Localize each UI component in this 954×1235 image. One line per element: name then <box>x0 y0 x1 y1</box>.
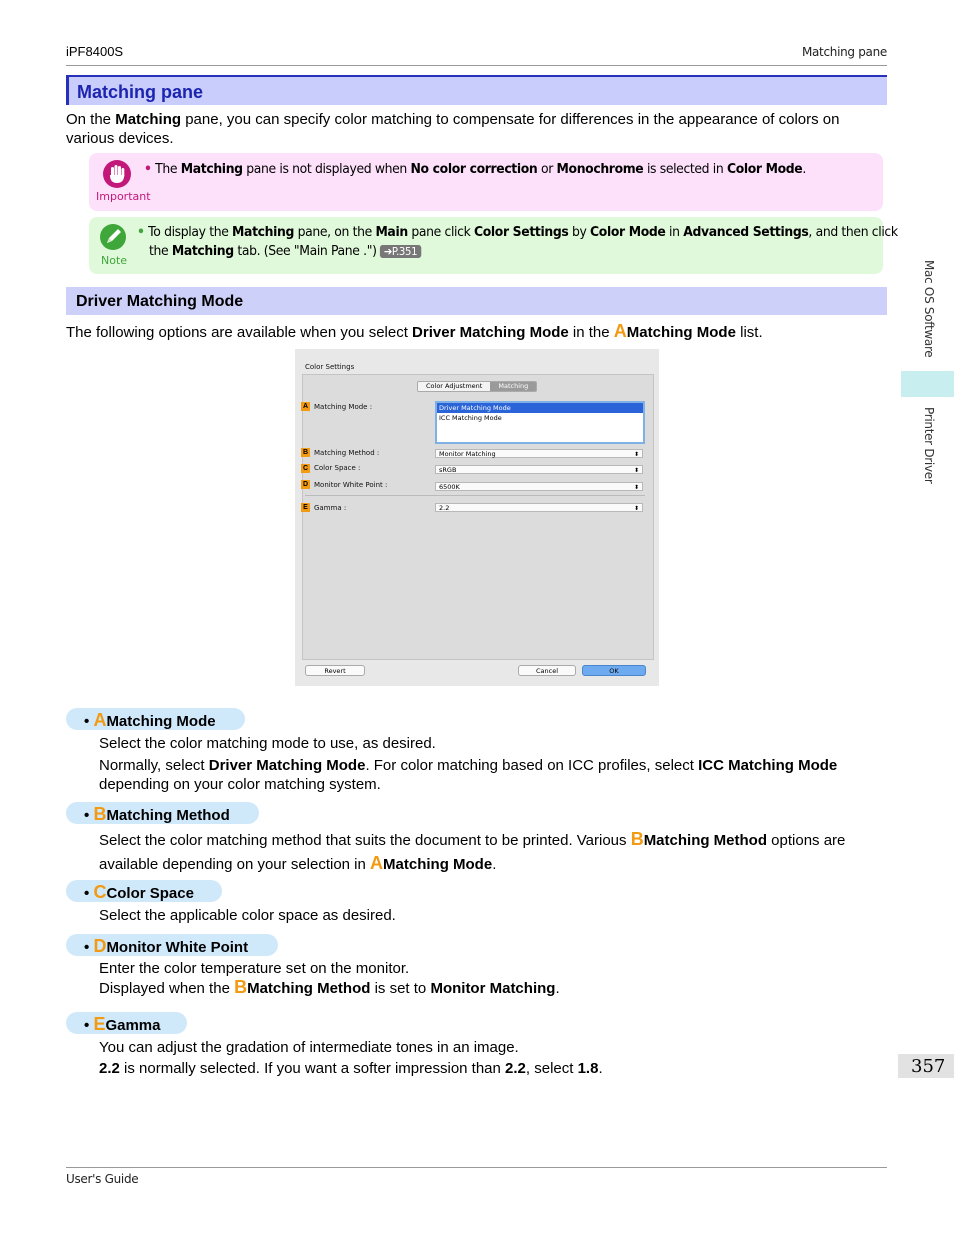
ok-button[interactable]: OK <box>582 665 646 676</box>
item-a-desc2 <box>99 756 889 794</box>
item-title: Monitor White Point <box>106 939 249 956</box>
text-run: . For color matching based on ICC profiles, select <box>365 757 699 774</box>
color-space-select[interactable] <box>435 465 643 474</box>
letter-marker: D <box>93 936 107 956</box>
side-tab-printer-driver: Printer Driver <box>922 407 936 484</box>
white-point-select[interactable] <box>435 482 643 491</box>
list-item[interactable]: ICC Matching Mode <box>439 414 502 422</box>
bold-run: Driver Matching Mode <box>412 324 569 341</box>
note-text-run: the <box>148 243 172 259</box>
gamma-select[interactable] <box>435 503 643 512</box>
subsection-heading <box>66 287 887 315</box>
bold-run: Matching Mode <box>626 324 736 341</box>
side-tab-indicator <box>901 371 954 397</box>
pencil-note-icon <box>99 223 127 251</box>
note-bold: Color Mode <box>590 224 666 240</box>
important-text <box>144 160 806 179</box>
gamma-label: Gamma : <box>314 504 347 512</box>
item-title: Matching Mode <box>106 713 216 730</box>
item-heading-c <box>66 880 222 902</box>
footer-rule <box>66 1167 887 1168</box>
letter-marker: B <box>93 804 107 824</box>
important-box <box>89 153 883 211</box>
tab-color-adjustment[interactable]: Color Adjustment <box>418 382 490 391</box>
color-settings-dialog <box>295 349 659 686</box>
note-text-run: pane click <box>407 224 475 240</box>
text-run: depending on your color matching system. <box>99 776 381 793</box>
marker-c: C <box>302 465 309 472</box>
important-bold: No color correction <box>410 161 538 177</box>
note-bold: Matching <box>232 224 294 240</box>
bold-run: Matching Method <box>247 980 371 997</box>
footer-text: User's Guide <box>66 1172 139 1186</box>
text-run: The following options are available when you select <box>66 324 413 341</box>
subsection-title: Driver Matching Mode <box>76 293 244 310</box>
marker-b: B <box>302 449 309 456</box>
chevron-updown-icon: ⬍ <box>633 451 639 458</box>
important-text-run: pane is not displayed when <box>242 161 411 177</box>
header-rule <box>66 65 887 66</box>
tab-matching[interactable]: Matching <box>490 382 536 391</box>
page-title: Matching pane <box>77 82 204 102</box>
matching-method-select[interactable] <box>435 449 643 458</box>
important-label: Important <box>96 190 151 203</box>
text-run: Displayed when the <box>99 980 235 997</box>
item-title: Matching Method <box>106 807 230 824</box>
text-run: in the <box>568 324 614 341</box>
bold-run: 2.2 <box>505 1060 526 1077</box>
bold-run: 2.2 <box>99 1060 120 1077</box>
item-heading-a <box>66 708 245 730</box>
important-bold: Matching <box>180 161 243 177</box>
intro-paragraph <box>66 110 887 148</box>
note-bold: Matching <box>171 243 234 259</box>
bold-run: 1.8 <box>577 1060 599 1077</box>
item-heading-d <box>66 934 278 956</box>
select-value: sRGB <box>439 466 457 474</box>
matching-mode-label: Matching Mode : <box>314 403 373 411</box>
select-value: Monitor Matching <box>439 450 496 458</box>
note-text-run: To display the <box>148 224 233 240</box>
matching-mode-list[interactable] <box>435 401 645 444</box>
text-run: is normally selected. If you want a softer impression than <box>119 1060 506 1077</box>
bullet: • <box>137 224 145 240</box>
item-d-desc2 <box>99 976 560 1000</box>
text-run: , select <box>525 1060 578 1077</box>
bold-run: Monitor Matching <box>430 980 556 997</box>
text-run: . <box>492 856 497 873</box>
bullet: • <box>84 939 90 956</box>
page-number-badge <box>898 1054 954 1078</box>
item-d-desc: Enter the color temperature set on the monitor. <box>99 960 410 977</box>
bullet: • <box>84 885 90 902</box>
text-run: options are <box>767 832 846 849</box>
item-c-desc: Select the applicable color space as desired. <box>99 907 396 924</box>
bold-run: ICC Matching Mode <box>698 757 838 774</box>
letter-marker: B <box>234 977 248 997</box>
note-bold: Advanced Settings <box>683 224 809 240</box>
side-tab-mac-os-software: Mac OS Software <box>922 260 936 358</box>
note-text-run: by <box>568 224 591 240</box>
text-run: . <box>555 980 560 997</box>
intro-text: On the <box>66 111 116 128</box>
item-title: Gamma <box>105 1017 161 1034</box>
chevron-updown-icon: ⬍ <box>633 484 639 491</box>
chevron-updown-icon: ⬍ <box>633 467 639 474</box>
intro-bold: Matching <box>115 111 182 128</box>
note-text-run: in <box>665 224 684 240</box>
hand-stop-icon <box>102 159 132 189</box>
item-title: Color Space <box>106 885 194 902</box>
chevron-updown-icon: ⬍ <box>633 505 639 512</box>
note-text-run: , and then click <box>808 224 898 240</box>
important-text-run: . <box>802 161 806 177</box>
important-text-run: or <box>537 161 557 177</box>
select-value: 2.2 <box>439 504 450 512</box>
header-section: Matching pane <box>801 45 887 59</box>
item-a-desc: Select the color matching mode to use, as desired. <box>99 735 436 752</box>
important-text-run: is selected in <box>643 161 727 177</box>
intro-text: pane, you can specify color matching to compensate for differences in the appearance of colors on <box>181 111 840 128</box>
letter-marker: A <box>613 321 627 341</box>
letter-marker: A <box>93 710 107 730</box>
bullet: • <box>84 807 90 824</box>
section-heading <box>66 75 887 105</box>
note-box <box>89 217 898 274</box>
marker-d: D <box>302 481 309 488</box>
note-text-run: pane, on the <box>293 224 376 240</box>
dialog-title: Color Settings <box>305 363 355 371</box>
letter-marker: A <box>370 853 384 873</box>
color-space-label: Color Space : <box>314 464 361 472</box>
list-item[interactable]: Driver Matching Mode <box>437 403 643 413</box>
item-heading-b <box>66 802 259 824</box>
bold-run: Matching Mode <box>383 856 493 873</box>
matching-method-label: Matching Method : <box>314 449 380 457</box>
text-run: Select the color matching method that suits the document to be printed. Various <box>99 832 631 849</box>
cancel-button[interactable]: Cancel <box>518 665 576 676</box>
important-bold: Monochrome <box>556 161 644 177</box>
bold-run: Driver Matching Mode <box>208 757 366 774</box>
letter-marker: C <box>93 882 107 902</box>
page-number: 357 <box>911 1056 946 1077</box>
white-point-label: Monitor White Point : <box>314 481 388 489</box>
note-label: Note <box>101 254 128 267</box>
bullet: • <box>144 161 152 177</box>
header-model: iPF8400S <box>66 44 124 59</box>
page-ref-link[interactable]: ➔P.351 <box>380 245 421 258</box>
important-bold: Color Mode <box>726 161 803 177</box>
important-text-run: The <box>155 161 181 177</box>
letter-marker: B <box>630 829 644 849</box>
text-run: . <box>598 1060 603 1077</box>
bullet: • <box>84 1017 90 1034</box>
revert-button[interactable]: Revert <box>305 665 365 676</box>
letter-marker: E <box>93 1014 106 1034</box>
intro-text: various devices. <box>66 130 174 147</box>
marker-a: A <box>302 403 309 410</box>
bold-run: Matching Method <box>643 832 768 849</box>
text-run: list. <box>735 324 763 341</box>
text-run: Normally, select <box>99 757 209 774</box>
item-e-desc2 <box>99 1059 603 1078</box>
note-bold: Color Settings <box>474 224 569 240</box>
text-run: available depending on your selection in <box>99 856 371 873</box>
dialog-tabs <box>417 381 537 392</box>
marker-e: E <box>301 503 310 512</box>
text-run: is set to <box>370 980 431 997</box>
note-text <box>137 223 898 261</box>
item-heading-e <box>66 1012 187 1034</box>
note-bold: Main <box>375 224 408 240</box>
divider <box>305 495 645 496</box>
select-value: 6500K <box>439 483 460 491</box>
note-text-run: tab. (See "Main Pane .") <box>233 243 381 259</box>
bullet: • <box>84 713 90 730</box>
subsection-intro <box>66 322 763 342</box>
item-e-desc: You can adjust the gradation of intermediate tones in an image. <box>99 1039 519 1056</box>
item-b-desc <box>99 828 845 876</box>
